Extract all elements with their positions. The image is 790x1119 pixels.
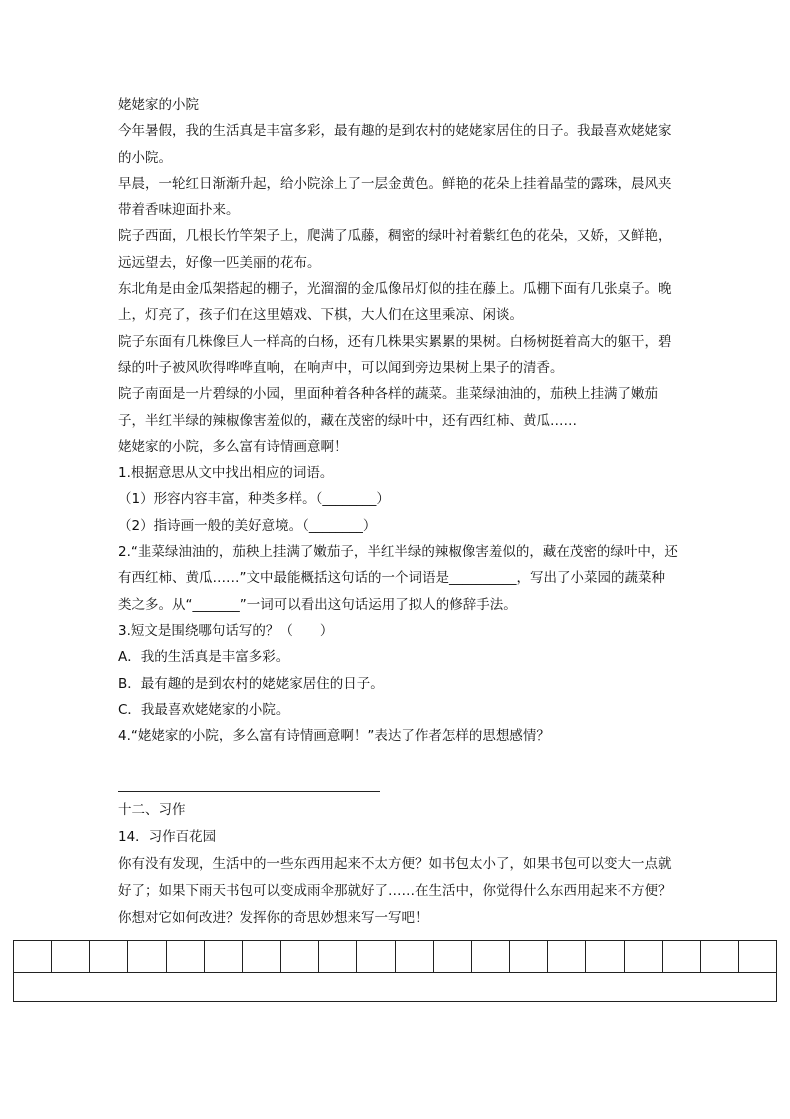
writing-grid-cell[interactable]	[625, 941, 663, 972]
task-title: 14．习作百花园	[118, 829, 217, 845]
writing-grid-cell[interactable]	[205, 941, 243, 972]
passage-title: 姥姥家的小院	[118, 97, 199, 113]
writing-grid-cell[interactable]	[167, 941, 205, 972]
passage-paragraph-7: 姥姥家的小院，多么富有诗情画意啊！	[118, 438, 348, 455]
writing-grid	[13, 940, 777, 1002]
writing-grid-cell[interactable]	[472, 941, 510, 972]
writing-grid-cell[interactable]	[739, 941, 776, 972]
question-1-sub-1: （1）形容内容丰富，种类多样。（________）	[118, 491, 390, 508]
question-2: 2.“韭菜绿油油的，茄秧上挂满了嫩茄子，半红半绿的辣椒像害羞似的，藏在茂密的绿叶中，还有西红柿、黄瓜……”文中最能概括这句话的一个词语是__________，写出了小菜园的蔬菜种类之多。从“_______”一词可以看出这句话运用了拟人的修辞手法。	[118, 544, 678, 613]
passage-paragraph-6: 院子南面是一片碧绿的小园，里面种着各种各样的蔬菜。韭菜绿油油的，茄秧上挂满了嫩茄子，半红半绿的辣椒像害羞似的，藏在茂密的绿叶中，还有西红柿、黄瓜……	[118, 386, 658, 429]
section-heading: 十二、习作	[118, 802, 186, 818]
writing-grid-cell[interactable]	[281, 941, 319, 972]
passage-paragraph-4: 东北角是由金瓜架搭起的棚子，光溜溜的金瓜像吊灯似的挂在藤上。瓜棚下面有几张桌子。晚上，灯亮了，孩子们在这里嬉戏、下棋，大人们在这里乘凉、闲谈。	[118, 281, 672, 324]
writing-section	[118, 797, 678, 932]
question-3: 3.短文是围绕哪句话写的？（ ）	[118, 622, 334, 639]
writing-grid-cell[interactable]	[128, 941, 166, 972]
question-1-sub-2: （2）指诗画一般的美好意境。（________）	[118, 517, 377, 534]
question-1: 1.根据意思从文中找出相应的词语。	[118, 465, 334, 482]
writing-grid-cell[interactable]	[701, 941, 739, 972]
writing-grid-cells-row	[14, 941, 776, 973]
writing-grid-cell[interactable]	[319, 941, 357, 972]
question-3-option-a: A．我的生活真是丰富多彩。	[118, 649, 290, 666]
passage-paragraph-5: 院子东面有几株像巨人一样高的白杨，还有几株果实累累的果树。白杨树挺着高大的躯干，碧绿的叶子被风吹得哗哗直响，在响声中，可以闻到旁边果树上果子的清香。	[118, 333, 672, 376]
question-4: 4.“姥姥家的小院，多么富有诗情画意啊！”表达了作者怎样的思想感情？	[118, 728, 550, 745]
reading-passage	[118, 92, 678, 749]
writing-grid-cell[interactable]	[586, 941, 624, 972]
passage-paragraph-3: 院子西面，几根长竹竿架子上，爬满了瓜藤，稠密的绿叶衬着紫红色的花朵，又娇，又鲜艳，远远望去，好像一匹美丽的花布。	[118, 228, 672, 271]
writing-grid-blank-row	[14, 973, 776, 1001]
writing-grid-cell[interactable]	[396, 941, 434, 972]
answer-line	[118, 791, 380, 792]
writing-grid-cell[interactable]	[510, 941, 548, 972]
writing-grid-cell[interactable]	[90, 941, 128, 972]
writing-grid-cell[interactable]	[548, 941, 586, 972]
writing-grid-cell[interactable]	[663, 941, 701, 972]
question-3-option-b: B．最有趣的是到农村的姥姥家居住的日子。	[118, 675, 384, 692]
passage-paragraph-1: 今年暑假，我的生活真是丰富多彩，最有趣的是到农村的姥姥家居住的日子。我最喜欢姥姥家的小院。	[118, 123, 672, 166]
writing-grid-cell[interactable]	[52, 941, 90, 972]
writing-grid-cell[interactable]	[243, 941, 281, 972]
writing-grid-cell[interactable]	[357, 941, 395, 972]
passage-paragraph-2: 早晨，一轮红日渐渐升起，给小院涂上了一层金黄色。鲜艳的花朵上挂着晶莹的露珠，晨风夹带着香味迎面扑来。	[118, 175, 672, 219]
writing-grid-cell[interactable]	[434, 941, 472, 972]
writing-grid-cell[interactable]	[14, 941, 52, 972]
writing-prompt: 你有没有发现，生活中的一些东西用起来不太方便？如书包太小了，如果书包可以变大一点就好了；如果下雨天书包可以变成雨伞那就好了……在生活中，你觉得什么东西用起来不方便？你想对它如何改进？发挥你的奇思妙想来写一写吧！	[118, 856, 672, 926]
question-3-option-c: C．我最喜欢姥姥家的小院。	[118, 701, 290, 718]
